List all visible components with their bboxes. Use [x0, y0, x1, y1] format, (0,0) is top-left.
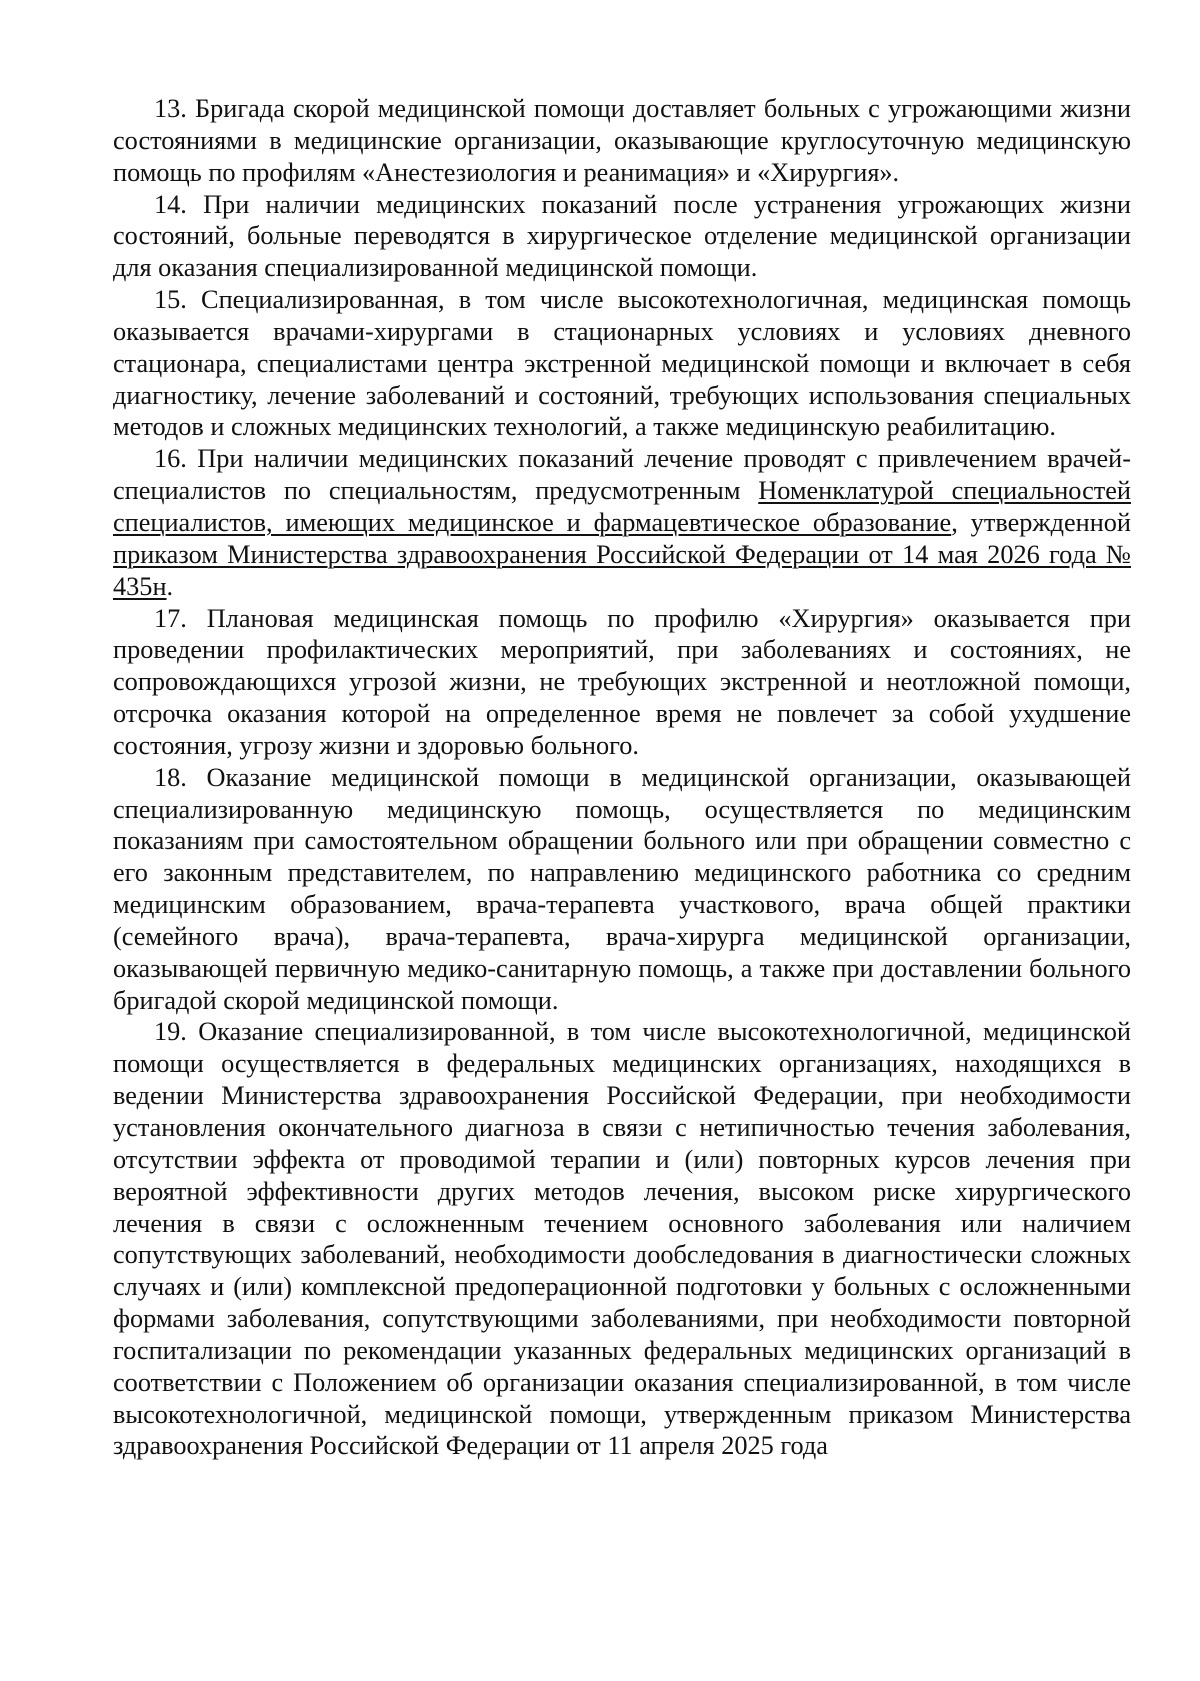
paragraph-number: 19.: [154, 1017, 187, 1047]
paragraph-number: 13.: [154, 94, 187, 123]
paragraph-text: Оказание специализированной, в том числе высокотехнологичной, медицинской помощи осуществляется в федеральных медицинских организациях, находящихся в ведении Министерства здравоохранения Российской Федерации, при необходимости установления окончательного диагноза в связи с нетипичностью течения заболевания, отсутствии эффекта от проводимой терапии и (или) повторных курсов лечения при вероятной эффективности других методов лечения, высоком риске хирургического лечения в связи с осложненным течением основного заболевания или наличием сопутствующих заболеваний, необходимости дообследования в диагностически сложных случаях и (или) комплексной предоперационной подготовки у больных с осложненными формами заболевания, сопутствующими заболеваниями, при необходимости повторной госпитализации по рекомендации указанных федеральных медицинских организаций в соответствии с Положением об организации оказания специализированной, в том числе высокотехнологичной, медицинской помощи, утвержденным приказом Министерства здравоохранения Российской Федерации от 11 апреля 2025 года: [113, 1017, 1132, 1461]
paragraph-text: При наличии медицинских показаний после устранения угрожающих жизни состояний, больные переводятся в хирургическое отделение медицинской организации для оказания специализированной медицинской помощи.: [113, 189, 1131, 283]
paragraph-text: Бригада скорой медицинской помощи доставляет больных с угрожающими жизни состояниями в медицинские организации, оказывающие круглосуточную медицинскую помощь по профилям «Анестезиология и реанимация» и «Хирургия».: [113, 94, 1131, 187]
paragraph-text: , утвержденной: [951, 507, 1131, 537]
paragraph-number: 17.: [154, 603, 187, 633]
paragraph-14: [113, 189, 1131, 285]
paragraph-number: 15.: [154, 285, 187, 315]
paragraph-text: Оказание медицинской помощи в медицинской организации, оказывающей специализированную медицинскую помощь, осуществляется по медицинским показаниям при самостоятельном обращении больного или при обращении совместно с его законным представителем, по направлению медицинского работника со средним медицинским образованием, врача-терапевта участкового, врача общей практики (семейного врача), врача-терапевта, врача-хирурга медицинской организации, оказывающей первичную медико-санитарную помощь, а также при доставлении больного бригадой скорой медицинской помощи.: [113, 762, 1131, 1015]
paragraph-number: 14.: [154, 189, 187, 219]
paragraph-text: .: [166, 571, 174, 601]
paragraph-18: [113, 762, 1131, 1017]
paragraph-17: [113, 603, 1131, 762]
paragraph-number: 18.: [154, 762, 187, 792]
paragraph-19: [113, 1016, 1131, 1462]
paragraph-13: [113, 93, 1131, 189]
paragraph-16: [113, 443, 1131, 602]
paragraph-text: Плановая медицинская помощь по профилю «Хирургия» оказывается при проведении профилактических мероприятий, при заболеваниях и состояниях, не сопровождающихся угрозой жизни, не требующих экстренной и неотложной помощи, отсрочка оказания которой на определенное время не повлечет за собой ухудшение состояния, угрозу жизни и здоровью больного.: [113, 603, 1132, 760]
paragraph-15: [113, 284, 1131, 443]
ministry-order-link[interactable]: приказом Министерства здравоохранения Российской Федерации от 14 мая 2026 года № 435н: [113, 539, 1131, 601]
document-body: [113, 93, 1131, 1462]
paragraph-text: При наличии медицинских показаний лечение проводят с привлечением врачей-специалистов по специальностям, предусмотренным: [113, 444, 1132, 506]
nomenclature-link[interactable]: Номенклатурой специальностей специалистов, имеющих медицинское и фармацевтическое образование: [113, 476, 1131, 537]
paragraph-text: Специализированная, в том числе высокотехнологичная, медицинская помощь оказывается врачами-хирургами в стационарных условиях и условиях дневного стационара, специалистами центра экстренной медицинской помощи и включает в себя диагностику, лечение заболеваний и состояний, требующих использования специальных методов и сложных медицинских технологий, а также медицинскую реабилитацию.: [113, 285, 1132, 442]
paragraph-number: 16.: [154, 444, 187, 474]
